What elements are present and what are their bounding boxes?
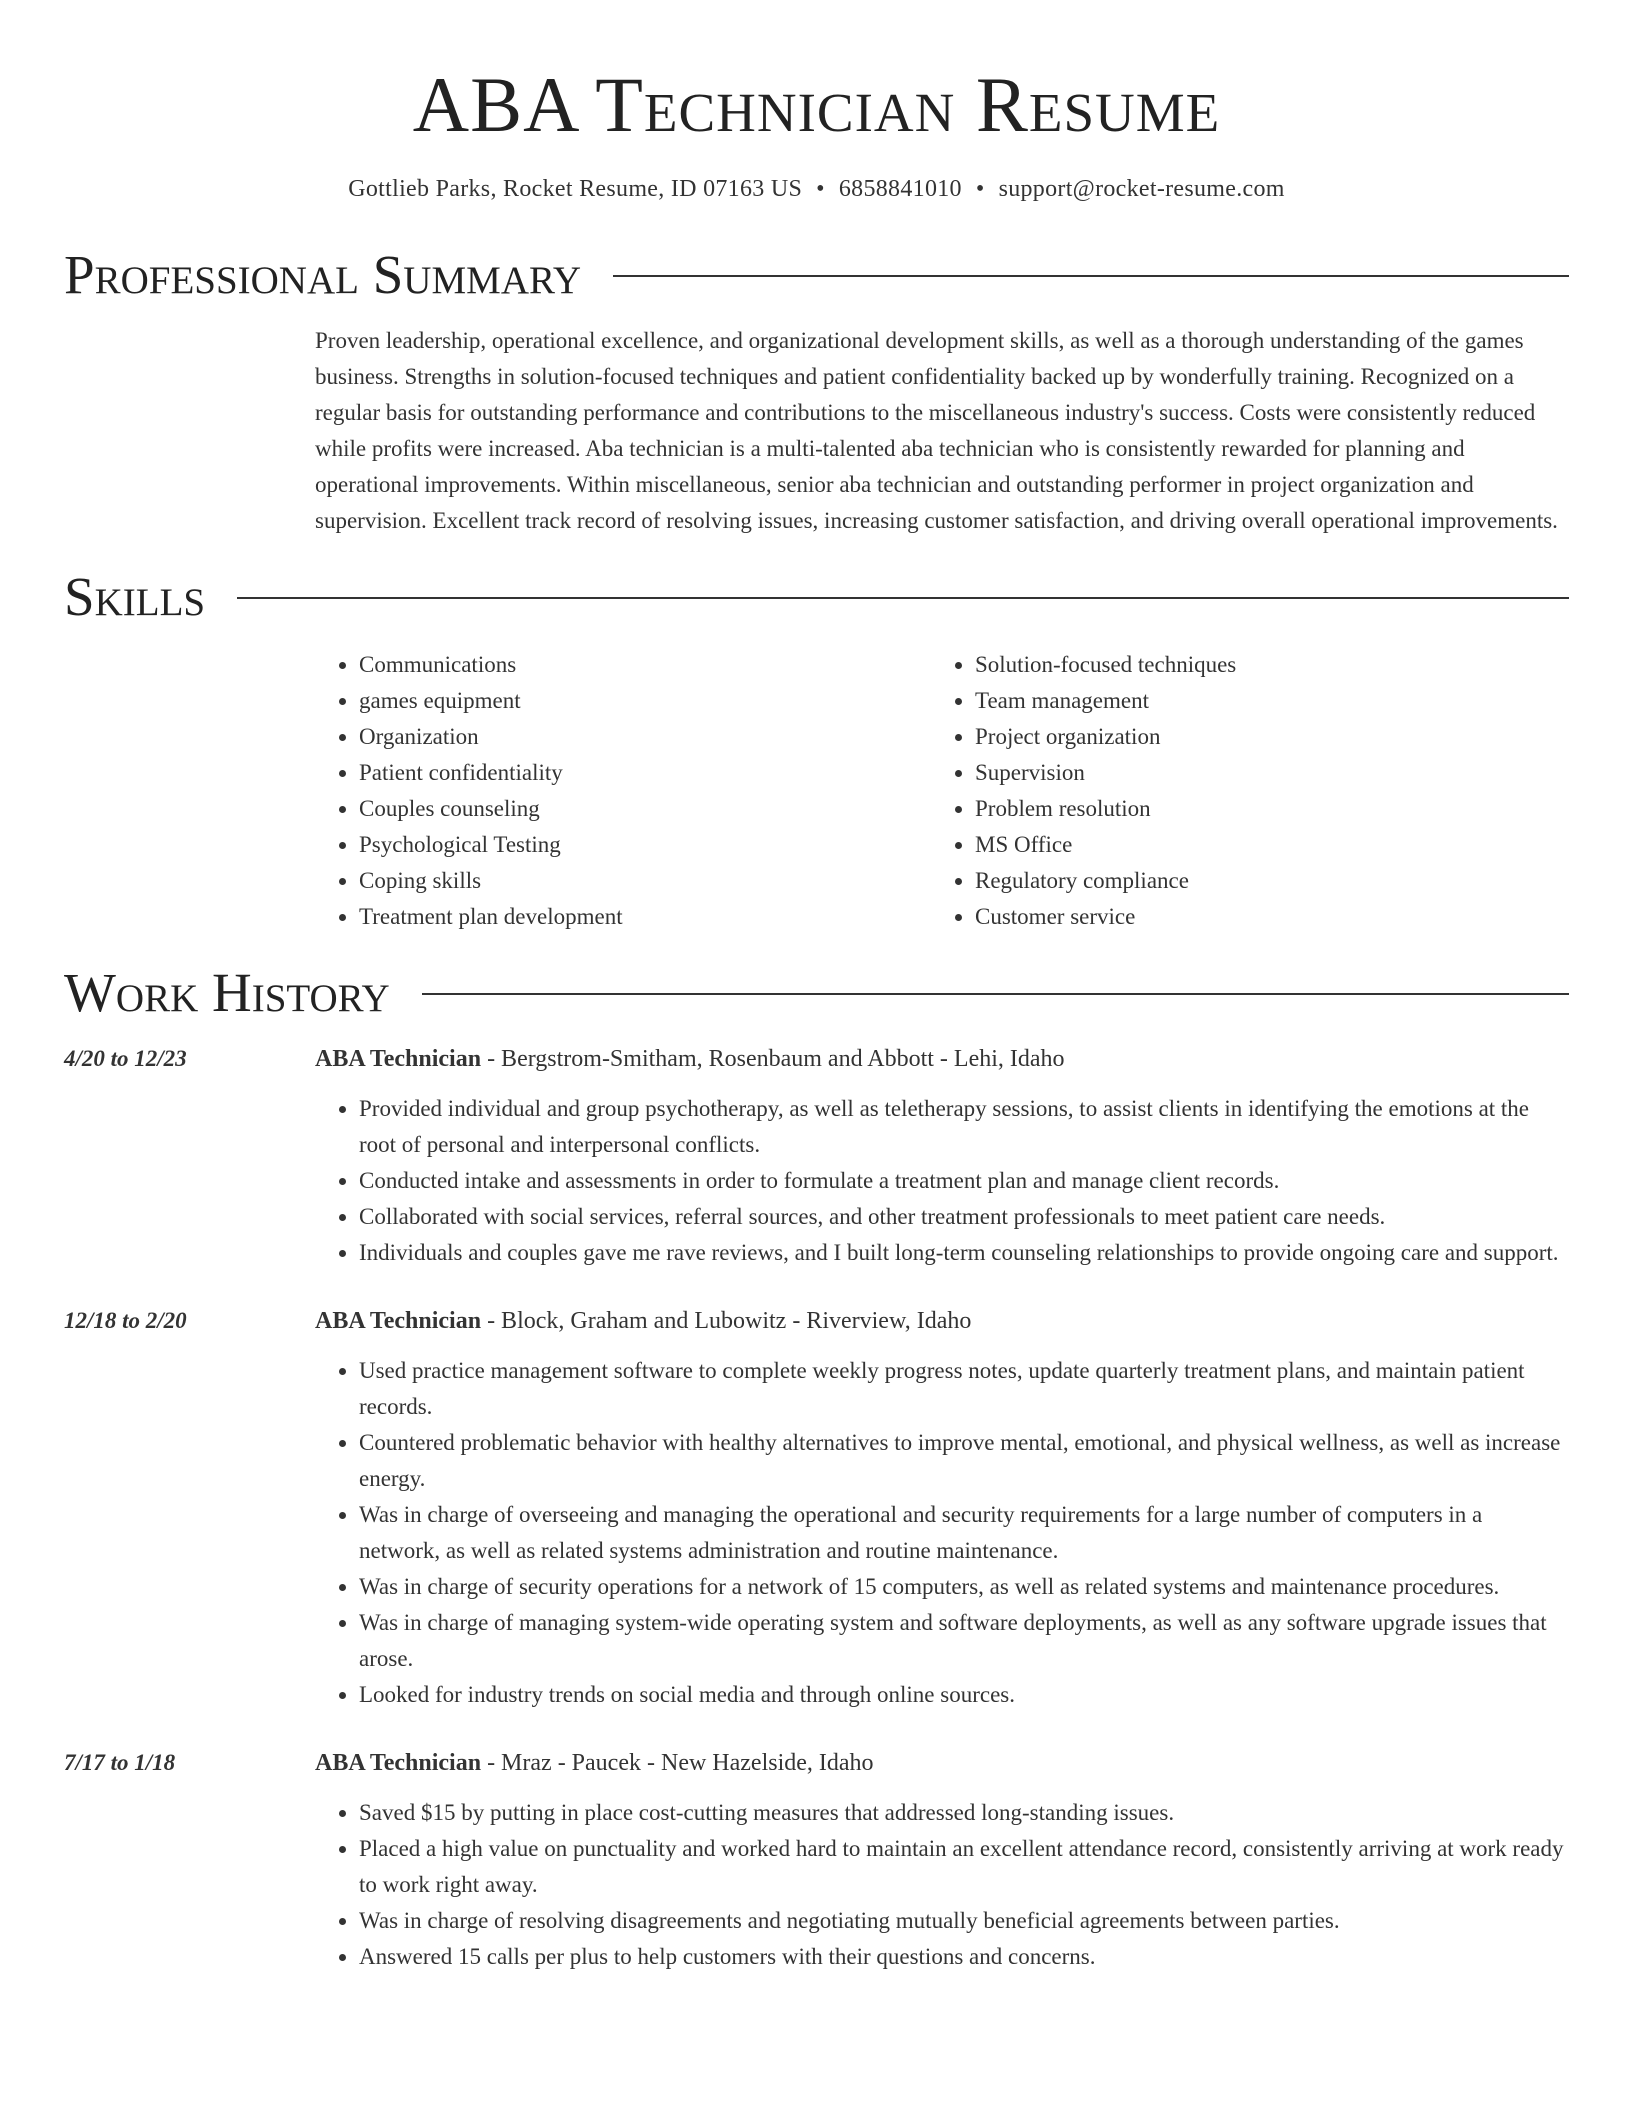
job-details: - Bergstrom-Smitham, Rosenbaum and Abbott - Lehi, Idaho (481, 1046, 1065, 1072)
job-bullets (315, 1353, 1569, 1713)
job-header (315, 1043, 1569, 1075)
skill-item: • Organization (359, 719, 931, 755)
job-bullet: • Was in charge of resolving disagreements and negotiating mutually beneficial agreements between parties. (359, 1903, 1569, 1939)
job-bullets (315, 1091, 1569, 1271)
job-dates: 7/17 to 1/18 (64, 1750, 176, 1775)
resume-page (64, 0, 1569, 1975)
job-bullet: • Placed a high value on punctuality and worked hard to maintain an excellent attendance record, consistently arriving at work ready to work right away. (359, 1831, 1569, 1903)
job-entry (64, 1043, 1569, 1271)
job-role: ABA Technician (315, 1750, 482, 1776)
skill-item: • Supervision (975, 755, 1547, 791)
job-dates: 12/18 to 2/20 (64, 1308, 187, 1333)
job-role: ABA Technician (315, 1308, 482, 1334)
job-body (315, 1305, 1569, 1713)
job-bullet: • Saved $15 by putting in place cost-cutting measures that addressed long-standing issues. (359, 1795, 1569, 1831)
job-bullet: • Answered 15 calls per plus to help customers with their questions and concerns. (359, 1939, 1569, 1975)
skill-item: • Customer service (975, 899, 1547, 935)
job-header (315, 1305, 1569, 1337)
contact-separator: • (816, 176, 825, 202)
skill-item: • Communications (359, 647, 931, 683)
job-entry (64, 1747, 1569, 1975)
skills-heading: Skills (64, 566, 206, 627)
job-bullet: • Collaborated with social services, referral sources, and other treatment professionals to meet patient care needs. (359, 1199, 1569, 1235)
job-bullets (315, 1795, 1569, 1975)
skill-item: • Coping skills (359, 863, 931, 899)
work-heading: Work History (64, 962, 390, 1023)
skill-item: • Treatment plan development (359, 899, 931, 935)
skill-item: • Psychological Testing (359, 827, 931, 863)
job-details: - Block, Graham and Lubowitz - Riverview, Idaho (481, 1308, 972, 1334)
contact-address: Gottlieb Parks, Rocket Resume, ID 07163 US (348, 176, 803, 202)
skill-item: • Project organization (975, 719, 1547, 755)
contact-phone: 6858841010 (838, 176, 962, 202)
skills-list (315, 647, 1569, 935)
section-divider (422, 993, 1569, 995)
job-entry (64, 1305, 1569, 1713)
skills-section-header (64, 567, 1569, 627)
section-divider (237, 597, 1569, 599)
contact-separator: • (975, 176, 985, 202)
summary-section-header (64, 245, 1569, 305)
skill-item: • Problem resolution (975, 791, 1547, 827)
job-bullet: • Was in charge of managing system-wide operating system and software deployments, as well as any software upgrade issues that arose. (359, 1605, 1569, 1677)
job-details: - Mraz - Paucek - New Hazelside, Idaho (481, 1750, 874, 1776)
work-section-header (64, 963, 1569, 1023)
job-bullet: • Provided individual and group psychotherapy, as well as teletherapy sessions, to assist clients in identifying the emotions at the root of personal and interpersonal conflicts. (359, 1091, 1569, 1163)
skills-column-right (931, 647, 1547, 935)
job-header (315, 1747, 1569, 1779)
job-role: ABA Technician (315, 1046, 482, 1072)
contact-email[interactable]: support@rocket-resume.com (998, 176, 1285, 202)
job-bullet: • Used practice management software to complete weekly progress notes, update quarterly treatment plans, and maintain patient records. (359, 1353, 1569, 1425)
skill-item: • MS Office (975, 827, 1547, 863)
skill-item: • games equipment (359, 683, 931, 719)
skill-item: • Patient confidentiality (359, 755, 931, 791)
skill-item: • Team management (975, 683, 1547, 719)
skills-column-left (315, 647, 931, 935)
summary-text: Proven leadership, operational excellence, and organizational development skills, as well as a thorough understanding of the games business. Strengths in solution-focused techniques and patient confidentiality backed up by wonderfully training. Recognized on a regular basis for outstanding performance and contributions to the miscellaneous industry's success. Costs were consistently reduced while profits were increased. Aba technician is a multi-talented aba technician who is consistently rewarded for planning and operational improvements. Within miscellaneous, senior aba technician and outstanding performer in project organization and supervision. Excellent track record of resolving issues, increasing customer satisfaction, and driving overall operational improvements. (315, 328, 1558, 533)
job-bullet: • Looked for industry trends on social media and through online sources. (359, 1677, 1569, 1713)
job-bullet: • Countered problematic behavior with healthy alternatives to improve mental, emotional, and physical wellness, as well as increase energy. (359, 1425, 1569, 1497)
job-dates: 4/20 to 12/23 (64, 1046, 187, 1071)
contact-line (64, 176, 1569, 203)
job-bullet: • Individuals and couples gave me rave reviews, and I built long-term counseling relationships to provide ongoing care and support. (359, 1235, 1569, 1271)
resume-title: ABA Technician Resume (412, 61, 1221, 148)
job-body (315, 1747, 1569, 1975)
job-bullet: • Conducted intake and assessments in order to formulate a treatment plan and manage client records. (359, 1163, 1569, 1199)
section-divider (613, 275, 1569, 277)
skill-item: • Regulatory compliance (975, 863, 1547, 899)
summary-heading: Professional Summary (64, 244, 582, 305)
skill-item: • Solution-focused techniques (975, 647, 1547, 683)
skill-item: • Couples counseling (359, 791, 931, 827)
job-bullet: • Was in charge of security operations for a network of 15 computers, as well as related systems and maintenance procedures. (359, 1569, 1569, 1605)
job-body (315, 1043, 1569, 1271)
job-bullet: • Was in charge of overseeing and managing the operational and security requirements for a large number of computers in a network, as well as related systems administration and routine maintenance. (359, 1497, 1569, 1569)
